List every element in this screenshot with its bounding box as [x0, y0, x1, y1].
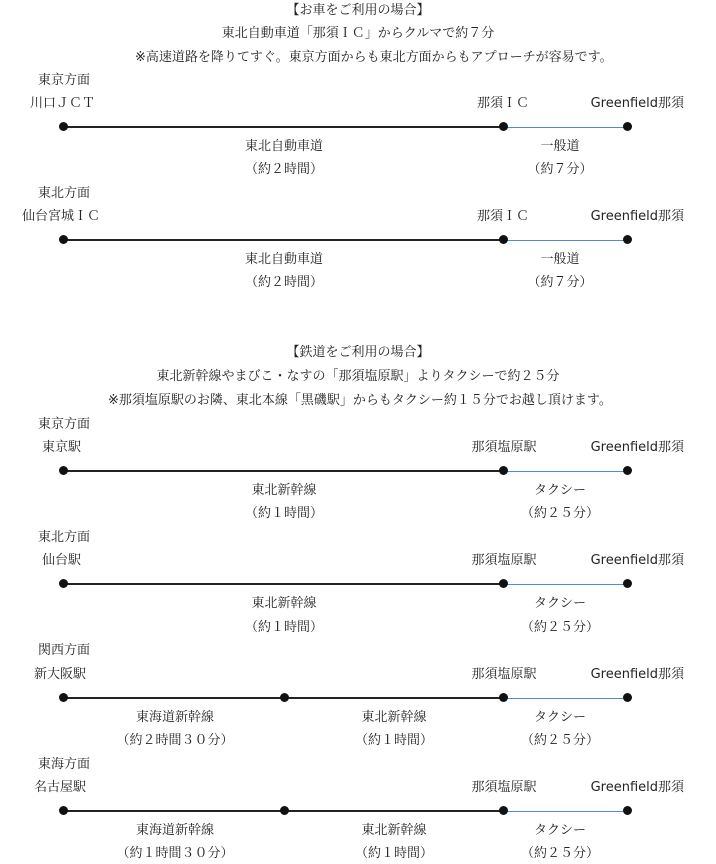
route-end-dot	[623, 466, 632, 475]
route-direction: 東海方面	[38, 757, 91, 772]
route-local-line	[504, 698, 628, 699]
route-transfer-dot	[499, 235, 508, 244]
segment-time: （約２５分）	[520, 846, 599, 861]
segment-name: 東北自動車道	[244, 139, 323, 154]
segment-time: （約２時間３０分）	[116, 733, 234, 748]
segment-name: 東北新幹線	[251, 596, 317, 611]
segment-name: 東北新幹線	[361, 823, 427, 838]
route-main-line	[64, 126, 504, 128]
segment-time: （約１時間３０分）	[116, 846, 234, 861]
route-direction: 東北方面	[38, 530, 91, 545]
route-destination: Greenfield那須	[590, 209, 684, 224]
segment-name: タクシー	[533, 483, 586, 498]
route-direction: 東北方面	[38, 186, 91, 201]
route-main-line	[64, 583, 504, 585]
segment-name: 一般道	[540, 139, 580, 154]
route-direction: 東京方面	[38, 417, 91, 432]
route-transfer: 那須塩原駅	[471, 780, 537, 795]
route-junction-dot	[280, 806, 289, 815]
route-transfer-dot	[499, 693, 508, 702]
route-destination: Greenfield那須	[590, 96, 684, 111]
route-destination: Greenfield那須	[590, 780, 684, 795]
rail-intro-line: 東北新幹線やまびこ・なすの「那須塩原駅」よりタクシーで約２５分	[156, 369, 560, 384]
route-start-dot	[59, 579, 68, 588]
route-transfer: 那須塩原駅	[471, 440, 537, 455]
route-main-line	[64, 470, 504, 472]
route-destination: Greenfield那須	[590, 440, 684, 455]
segment-time: （約１時間）	[244, 506, 323, 521]
segment-name: 東海道新幹線	[135, 710, 214, 725]
route-start-dot	[59, 122, 68, 131]
car-heading: 【お車をご利用の場合】	[286, 3, 430, 18]
route-start-dot	[59, 693, 68, 702]
route-direction: 東京方面	[38, 73, 91, 88]
rail-heading: 【鉄道をご利用の場合】	[286, 345, 430, 360]
route-transfer-dot	[499, 466, 508, 475]
route-origin: 新大阪駅	[34, 667, 87, 682]
route-end-dot	[623, 579, 632, 588]
route-origin: 名古屋駅	[34, 780, 87, 795]
route-junction-dot	[280, 693, 289, 702]
segment-time: （約１時間）	[354, 733, 433, 748]
route-local-line	[504, 471, 628, 472]
route-origin: 仙台駅	[42, 553, 82, 568]
route-transfer-dot	[499, 579, 508, 588]
route-end-dot	[623, 122, 632, 131]
segment-name: タクシー	[533, 596, 586, 611]
route-start-dot	[59, 235, 68, 244]
route-transfer: 那須塩原駅	[471, 553, 537, 568]
segment-name: 東北新幹線	[251, 483, 317, 498]
route-direction: 関西方面	[38, 643, 91, 658]
segment-name: タクシー	[533, 823, 586, 838]
car-intro-line: 東北自動車道「那須ＩＣ」からクルマで約７分	[221, 26, 495, 41]
segment-time: （約７分）	[527, 162, 593, 177]
route-origin: 川口ＪＣＴ	[30, 96, 96, 111]
car-note-line: ※高速道路を降りてすぐ。東京方面からも東北方面からもアプローチが容易です。	[135, 50, 613, 65]
segment-name: 一般道	[540, 252, 580, 267]
route-origin: 仙台宮城ＩＣ	[22, 209, 101, 224]
route-local-line	[504, 811, 628, 812]
route-start-dot	[59, 466, 68, 475]
route-transfer: 那須ＩＣ	[476, 96, 529, 111]
segment-time: （約１時間）	[354, 846, 433, 861]
segment-time: （約７分）	[527, 275, 593, 290]
route-main-line	[64, 239, 504, 241]
route-transfer-dot	[499, 806, 508, 815]
route-transfer: 那須ＩＣ	[476, 209, 529, 224]
segment-time: （約１時間）	[244, 620, 323, 635]
route-transfer-dot	[499, 122, 508, 131]
segment-name: タクシー	[533, 710, 586, 725]
route-end-dot	[623, 235, 632, 244]
route-local-line	[504, 584, 628, 585]
segment-name: 東北新幹線	[361, 710, 427, 725]
segment-time: （約２時間）	[244, 162, 323, 177]
rail-note-line: ※那須塩原駅のお隣、東北本線「黒磯駅」からもタクシー約１５分でお越し頂けます。	[108, 393, 612, 408]
route-destination: Greenfield那須	[590, 553, 684, 568]
route-end-dot	[623, 806, 632, 815]
segment-time: （約２５分）	[520, 733, 599, 748]
route-start-dot	[59, 806, 68, 815]
segment-name: 東海道新幹線	[135, 823, 214, 838]
route-local-line	[504, 127, 628, 128]
route-destination: Greenfield那須	[590, 667, 684, 682]
route-end-dot	[623, 693, 632, 702]
route-transfer: 那須塩原駅	[471, 667, 537, 682]
segment-time: （約２時間）	[244, 275, 323, 290]
route-origin: 東京駅	[42, 440, 82, 455]
segment-time: （約２５分）	[520, 620, 599, 635]
segment-name: 東北自動車道	[244, 252, 323, 267]
segment-time: （約２５分）	[520, 506, 599, 521]
route-local-line	[504, 240, 628, 241]
